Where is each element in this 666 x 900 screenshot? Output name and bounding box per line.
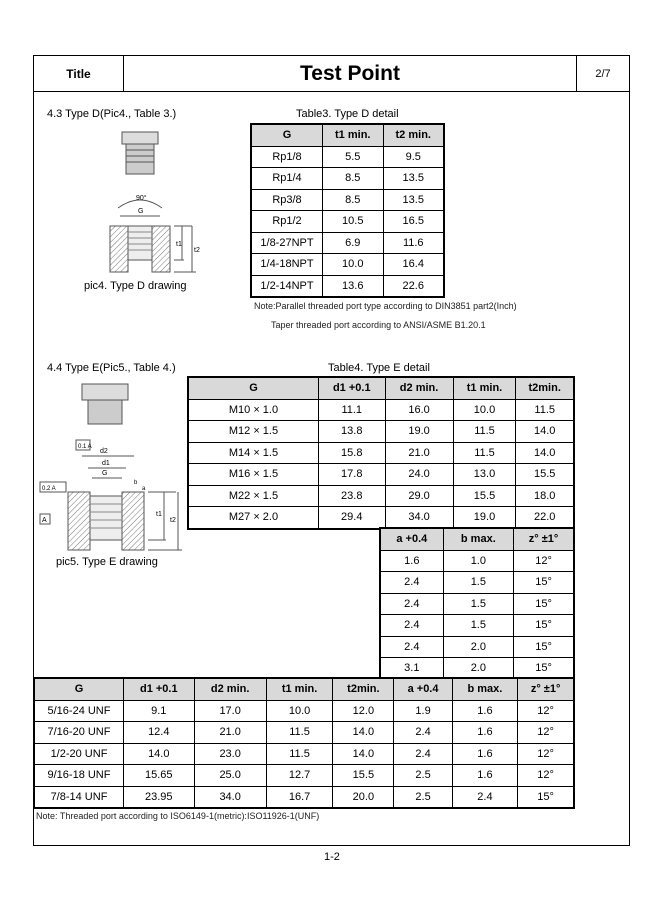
table-row: M12 × 1.5 13.8 19.0 11.5 14.0 bbox=[189, 421, 574, 443]
svg-text:t1: t1 bbox=[156, 511, 162, 518]
column-header: b max. bbox=[452, 679, 518, 701]
table-row: M14 × 1.5 15.8 21.0 11.5 14.0 bbox=[189, 442, 574, 464]
column-header: z° ±1° bbox=[514, 529, 574, 551]
table-row: 2.4 2.0 15° bbox=[381, 636, 574, 658]
column-header: G bbox=[252, 125, 323, 147]
table4-angles bbox=[380, 528, 574, 680]
column-header: G bbox=[35, 679, 124, 701]
column-header: a +0.4 bbox=[394, 679, 452, 701]
column-header: t1 min. bbox=[266, 679, 333, 701]
table4-metric bbox=[188, 377, 574, 529]
svg-text:0.2 A: 0.2 A bbox=[42, 486, 56, 492]
column-header: t1 min. bbox=[323, 125, 384, 147]
column-header: t2 min. bbox=[383, 125, 444, 147]
angle-label: 90° bbox=[136, 195, 147, 202]
table-row: 5/16-24 UNF 9.1 17.0 10.0 12.0 1.9 1.6 12° bbox=[35, 700, 574, 722]
svg-text:0.1 A: 0.1 A bbox=[78, 444, 92, 450]
column-header: z° ±1° bbox=[518, 679, 574, 701]
column-header: d1 +0.1 bbox=[124, 679, 195, 701]
svg-text:G: G bbox=[102, 470, 108, 477]
pic4-caption: pic4. Type D drawing bbox=[84, 280, 187, 292]
table-row: M16 × 1.5 17.8 24.0 13.0 15.5 bbox=[189, 464, 574, 486]
table-row: 2.4 1.5 15° bbox=[381, 615, 574, 637]
table-row: 1/2-14NPT 13.6 22.6 bbox=[252, 275, 444, 297]
section-d-heading: 4.3 Type D(Pic4., Table 3.) bbox=[47, 108, 177, 120]
unf-table-note: Note: Threaded port according to ISO6149-1(metric):ISO11926-1(UNF) bbox=[36, 811, 320, 821]
column-header: d2 min. bbox=[385, 378, 453, 400]
table-row: 1/2-20 UNF 14.0 23.0 11.5 14.0 2.4 1.6 12° bbox=[35, 743, 574, 765]
section-e-heading: 4.4 Type E(Pic5., Table 4.) bbox=[47, 362, 176, 374]
title-label: Title bbox=[34, 56, 124, 91]
table-row: 2.4 1.5 15° bbox=[381, 572, 574, 594]
svg-text:d2: d2 bbox=[100, 448, 108, 455]
table-row: 1/8-27NPT 6.9 11.6 bbox=[252, 232, 444, 254]
column-header: G bbox=[189, 378, 319, 400]
table3-title: Table3. Type D detail bbox=[296, 108, 399, 120]
title-block bbox=[34, 56, 629, 92]
svg-text:t1: t1 bbox=[176, 241, 182, 248]
type-e-drawing bbox=[38, 380, 186, 552]
column-header: t2min. bbox=[333, 679, 394, 701]
table3-note-2: Taper threaded port according to ANSI/ASME B1.20.1 bbox=[271, 320, 486, 330]
table-row: 9/16-18 UNF 15.65 25.0 12.7 15.5 2.5 1.6 12° bbox=[35, 765, 574, 787]
svg-text:a: a bbox=[142, 486, 146, 492]
column-header: t1 min. bbox=[453, 378, 516, 400]
svg-text:t2: t2 bbox=[194, 247, 200, 254]
table-unf bbox=[34, 678, 574, 808]
table-row: M22 × 1.5 23.8 29.0 15.5 18.0 bbox=[189, 485, 574, 507]
table-row: M27 × 2.0 29.4 34.0 19.0 22.0 bbox=[189, 507, 574, 529]
pic5-caption: pic5. Type E drawing bbox=[56, 556, 158, 568]
table-row: 2.4 1.5 15° bbox=[381, 593, 574, 615]
column-header: t2min. bbox=[516, 378, 574, 400]
table-row: Rp1/4 8.5 13.5 bbox=[252, 168, 444, 190]
table-row: 3.1 2.0 15° bbox=[381, 658, 574, 680]
page-reference: 2/7 bbox=[595, 67, 611, 80]
document-title: Test Point bbox=[124, 56, 577, 91]
page-number: 1-2 bbox=[324, 851, 340, 863]
svg-text:b: b bbox=[134, 480, 138, 486]
table-row: 1/4-18NPT 10.0 16.4 bbox=[252, 254, 444, 276]
column-header: a +0.4 bbox=[381, 529, 444, 551]
column-header: d2 min. bbox=[194, 679, 266, 701]
table-row: M10 × 1.0 11.1 16.0 10.0 11.5 bbox=[189, 399, 574, 421]
table-row: Rp1/8 5.5 9.5 bbox=[252, 146, 444, 168]
table-row: Rp3/8 8.5 13.5 bbox=[252, 189, 444, 211]
svg-text:t2: t2 bbox=[170, 517, 176, 524]
type-d-drawing bbox=[100, 128, 210, 278]
table-row: 7/8-14 UNF 23.95 34.0 16.7 20.0 2.5 2.4 15° bbox=[35, 786, 574, 808]
table-row: Rp1/2 10.5 16.5 bbox=[252, 211, 444, 233]
table-row: 7/16-20 UNF 12.4 21.0 11.5 14.0 2.4 1.6 12° bbox=[35, 722, 574, 744]
column-header: d1 +0.1 bbox=[319, 378, 386, 400]
svg-text:G: G bbox=[138, 208, 144, 215]
table3-note-1: Note:Parallel threaded port type according to DIN3851 part2(Inch) bbox=[254, 301, 517, 311]
table-row: 1.6 1.0 12° bbox=[381, 550, 574, 572]
table3 bbox=[251, 124, 444, 297]
svg-text:A: A bbox=[42, 517, 47, 524]
svg-text:d1: d1 bbox=[102, 460, 110, 467]
table4-title: Table4. Type E detail bbox=[328, 362, 430, 374]
column-header: b max. bbox=[443, 529, 513, 551]
